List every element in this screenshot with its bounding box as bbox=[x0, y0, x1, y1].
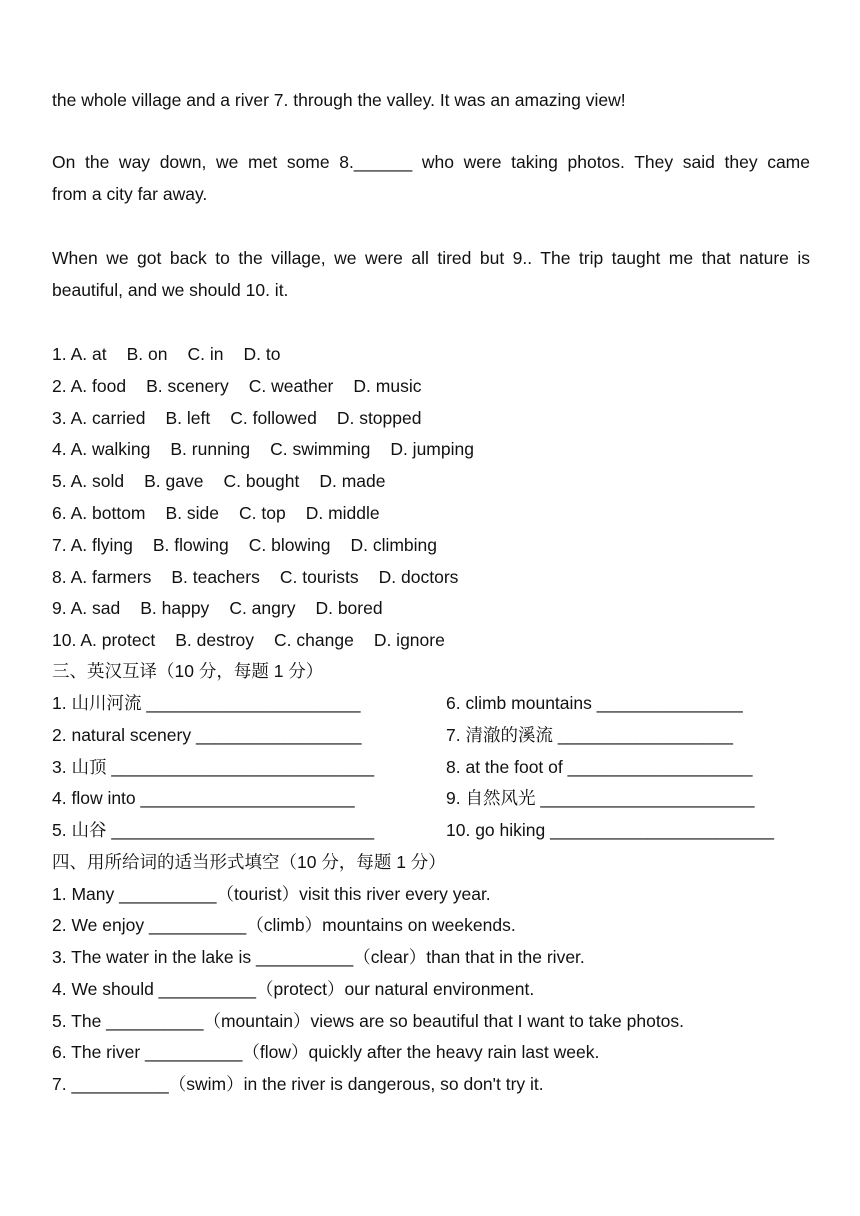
choice-option: D. made bbox=[319, 471, 386, 491]
choice-option: D. ignore bbox=[373, 630, 445, 650]
choice-option: C. top bbox=[239, 503, 286, 523]
choice-option: A. flying bbox=[70, 535, 133, 555]
choice-option: B. scenery bbox=[146, 376, 229, 396]
choice-row bbox=[52, 597, 383, 619]
fill-in-item: 2. We enjoy __________（climb）mountains on weekends. bbox=[52, 915, 516, 935]
choice-option: C. followed bbox=[230, 408, 317, 428]
fill-in-item: 6. The river __________（flow）quickly after the heavy rain last week. bbox=[52, 1042, 600, 1062]
choice-option: B. running bbox=[170, 439, 251, 459]
choice-option: D. bored bbox=[315, 598, 383, 618]
choice-number: 5. bbox=[52, 471, 67, 491]
choice-number: 3. bbox=[52, 408, 67, 428]
choice-option: B. gave bbox=[144, 471, 204, 491]
passage-paragraph-2-line-1: On the way down, we met some 8.______ who were taking photos. They said they came bbox=[52, 152, 810, 172]
choice-row bbox=[52, 534, 437, 556]
passage-paragraph-3-line-1: When we got back to the village, we were all tired but 9.. The trip taught me that nature is bbox=[52, 248, 810, 268]
choice-option: C. blowing bbox=[248, 535, 331, 555]
choice-number: 10. bbox=[52, 630, 77, 650]
choice-option: B. on bbox=[126, 344, 168, 364]
choice-option: B. left bbox=[165, 408, 211, 428]
choice-option: D. doctors bbox=[378, 567, 459, 587]
passage-paragraph-2-line-2: from a city far away. bbox=[52, 184, 208, 204]
choice-option: D. to bbox=[243, 344, 281, 364]
choice-row bbox=[52, 470, 386, 492]
choice-option: D. climbing bbox=[350, 535, 438, 555]
fill-in-item: 7. __________（swim）in the river is dangerous, so don't try it. bbox=[52, 1074, 544, 1094]
translation-item: 7. 清澈的溪流 __________________ bbox=[446, 725, 734, 745]
choice-option: B. side bbox=[165, 503, 220, 523]
translation-item: 1. 山川河流 ______________________ bbox=[52, 693, 361, 713]
choice-option: A. at bbox=[70, 344, 107, 364]
choice-option: B. teachers bbox=[171, 567, 260, 587]
translation-item: 6. climb mountains _______________ bbox=[446, 693, 743, 713]
choice-row bbox=[52, 343, 280, 365]
fill-in-item: 5. The __________（mountain）views are so beautiful that I want to take photos. bbox=[52, 1011, 685, 1031]
choice-option: A. food bbox=[70, 376, 127, 396]
choice-row bbox=[52, 566, 458, 588]
choice-option: C. weather bbox=[248, 376, 334, 396]
choice-number: 4. bbox=[52, 439, 67, 459]
translation-item: 2. natural scenery _________________ bbox=[52, 725, 362, 745]
choice-option: D. stopped bbox=[336, 408, 422, 428]
choice-number: 7. bbox=[52, 535, 67, 555]
choice-row bbox=[52, 438, 474, 460]
fill-in-item: 4. We should __________（protect）our natural environment. bbox=[52, 979, 535, 999]
choice-number: 2. bbox=[52, 376, 67, 396]
passage-paragraph-2 bbox=[52, 146, 810, 210]
choice-number: 9. bbox=[52, 598, 67, 618]
choice-option: C. in bbox=[187, 344, 224, 364]
choice-option: A. sad bbox=[70, 598, 121, 618]
translation-item: 8. at the foot of ___________________ bbox=[446, 757, 753, 777]
choice-row bbox=[52, 375, 421, 397]
choice-option: A. carried bbox=[70, 408, 146, 428]
choice-option: A. sold bbox=[70, 471, 125, 491]
choice-option: D. music bbox=[353, 376, 422, 396]
translation-item: 10. go hiking _______________________ bbox=[446, 820, 774, 840]
choice-row bbox=[52, 629, 445, 651]
choice-option: A. bottom bbox=[70, 503, 146, 523]
translation-item: 5. 山谷 ___________________________ bbox=[52, 820, 375, 840]
passage-paragraph-1: the whole village and a river 7. through the valley. It was an amazing view! bbox=[52, 90, 626, 110]
choice-option: C. change bbox=[274, 630, 354, 650]
section-3-title: 三、英汉互译（10 分，每题 1 分） bbox=[52, 661, 324, 681]
passage-paragraph-3-line-2: beautiful, and we should 10. it. bbox=[52, 280, 289, 300]
choice-option: B. flowing bbox=[152, 535, 229, 555]
choice-option: D. jumping bbox=[390, 439, 474, 459]
choice-option: C. tourists bbox=[279, 567, 359, 587]
section-4-title: 四、用所给词的适当形式填空（10 分，每题 1 分） bbox=[52, 852, 446, 872]
choice-option: A. protect bbox=[80, 630, 156, 650]
translation-item: 4. flow into ______________________ bbox=[52, 788, 355, 808]
choice-option: A. walking bbox=[70, 439, 151, 459]
choice-option: B. destroy bbox=[175, 630, 255, 650]
choice-option: C. angry bbox=[229, 598, 296, 618]
choice-option: D. middle bbox=[305, 503, 380, 523]
choice-option: C. bought bbox=[223, 471, 300, 491]
choice-option: B. happy bbox=[140, 598, 210, 618]
translation-item: 3. 山顶 ___________________________ bbox=[52, 757, 375, 777]
choice-number: 1. bbox=[52, 344, 67, 364]
translation-item: 9. 自然风光 ______________________ bbox=[446, 788, 755, 808]
passage-paragraph-3 bbox=[52, 242, 810, 306]
fill-in-item: 3. The water in the lake is __________（clear）than that in the river. bbox=[52, 947, 585, 967]
choice-row bbox=[52, 502, 380, 524]
choice-option: A. farmers bbox=[70, 567, 152, 587]
choice-row bbox=[52, 407, 421, 429]
fill-in-item: 1. Many __________（tourist）visit this river every year. bbox=[52, 884, 491, 904]
choice-number: 6. bbox=[52, 503, 67, 523]
choice-number: 8. bbox=[52, 567, 67, 587]
choice-option: C. swimming bbox=[270, 439, 371, 459]
